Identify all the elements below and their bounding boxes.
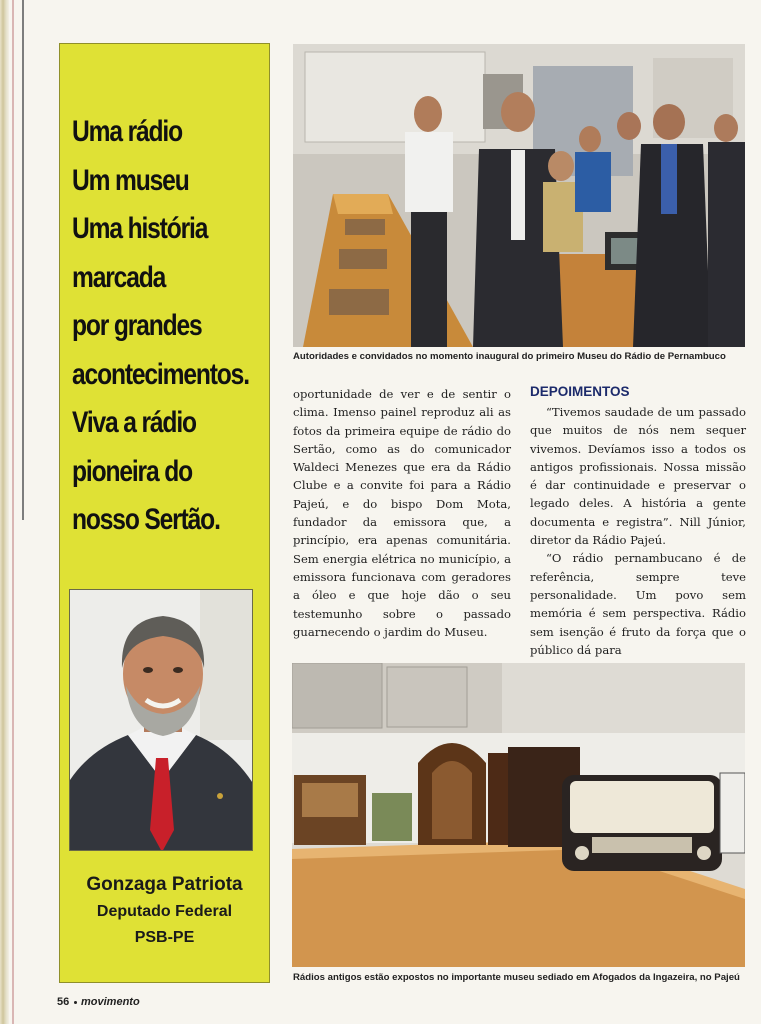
article-paragraph: “O rádio pernambucano é de referência, sempre teve personalidade. Um povo sem memória é sem perspectiva. Rádio sem isenção é fruto da força que o público dá para: [530, 551, 746, 657]
person-title: Deputado Federal: [96, 903, 233, 920]
antique-radios-photo: [292, 663, 745, 967]
article-paragraph: “Tivemos saudade de um passado que muitos de nós nem sequer vivemos. Devíamos isso a todos os antigos profissionais. Nossa missão é dar continuidade e preservar o legado deles. A história a gente documenta e registra”. Nill Júnior, diretor da Rádio Pajeú.: [530, 405, 746, 548]
portrait-photo: [69, 589, 253, 851]
article-left-column: [293, 385, 511, 641]
testimonials-heading: DEPOIMENTOS: [530, 384, 630, 399]
headline-line: Uma história: [72, 212, 208, 245]
headline-line: Viva a rádio: [72, 406, 196, 439]
magazine-name: movimento: [81, 996, 140, 1008]
radios-illustration: [292, 663, 745, 967]
headline-line: Um museu: [72, 163, 189, 197]
page-edge-line: [12, 0, 14, 1024]
headline-line: por grandes: [72, 309, 202, 342]
headline-line: nosso Sertão.: [72, 503, 220, 536]
page-edge-strip: [0, 0, 9, 1024]
headline-line: Uma rádio: [72, 115, 182, 148]
page-gutter-line: [22, 0, 24, 520]
person-name: Gonzaga Patriota: [86, 874, 243, 895]
folio-separator-dot: [74, 1001, 77, 1004]
article-paragraph: oportunidade de ver e de sentir o clima. Imenso painel reproduz ali as fotos da primeira equipe de rádio do Sertão, como as do comunicador Waldeci Menezes que era da Rádio Clube e a convite foi para a Rádio Pajeú, e do bispo Dom Mota, fundador da emissora que, a princípio, era apenas comunitária. Sem energia elétrica no município, a emissora funcionava com geradores a óleo e que hoje dão o seu testemunho sobre o passado guarnecendo o jardim do Museu.: [293, 387, 511, 639]
headline-line: marcada: [72, 260, 166, 294]
page-number: 56: [57, 996, 70, 1008]
headline-line: pioneira do: [72, 454, 192, 488]
sidebar-headline: [72, 108, 249, 545]
top-photo-caption: Autoridades e convidados no momento inaugural do primeiro Museu do Rádio de Pernambuco: [293, 351, 726, 362]
portrait-illustration: [70, 590, 253, 851]
museum-inauguration-photo: [293, 44, 745, 347]
bottom-photo-caption: Rádios antigos estão expostos no importante museu sediado em Afogados da Ingazeira, no Pajeú: [293, 972, 740, 983]
person-party: PSB-PE: [134, 929, 195, 946]
inauguration-illustration: [293, 44, 745, 347]
headline-line: acontecimentos.: [72, 357, 249, 391]
article-right-column: [530, 403, 746, 659]
